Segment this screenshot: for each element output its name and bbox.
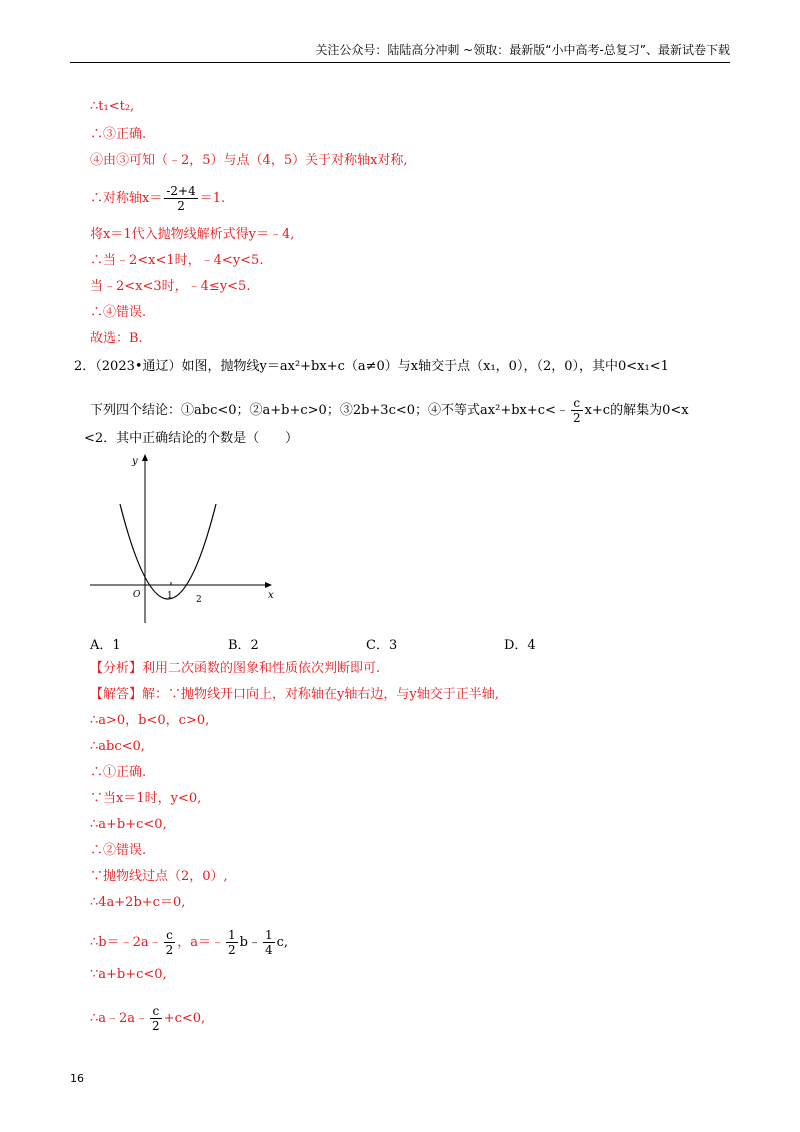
x-axis-label: x xyxy=(268,590,274,601)
answer-line: 【解答】解：∵抛物线开口向上，对称轴在y轴右边，与y轴交于正半轴, xyxy=(90,687,499,702)
problem-statement: 2．（2023•通辽）如图，抛物线y＝ax²+bx+c（a≠0）与x轴交于点（x₁，0），（2，0），其中0<x₁<1 xyxy=(74,359,669,374)
text: +c<0, xyxy=(163,1011,206,1026)
answer-line: ∵抛物线过点（2，0）, xyxy=(90,869,228,884)
solution-line: ∴当﹣2<x<1时，﹣4<y<5. xyxy=(90,253,264,268)
answer-line: ∴abc<0, xyxy=(90,739,145,754)
y-axis-arrow xyxy=(142,454,148,461)
fraction xyxy=(164,928,176,957)
tick-1-label: 1 xyxy=(167,591,173,601)
numerator: 1 xyxy=(228,928,236,942)
fraction xyxy=(164,184,197,213)
solution-line: ∴④错误. xyxy=(90,305,147,320)
text: c, xyxy=(276,935,289,950)
answer-line-fraction xyxy=(90,928,288,957)
solution-line: ∴t₁<t₂, xyxy=(90,99,135,114)
answer-line: ∴4a+2b+c＝0, xyxy=(90,895,186,910)
denominator: 2 xyxy=(152,1019,160,1033)
numerator: -2+4 xyxy=(166,184,196,198)
solution-line: 故选：B. xyxy=(90,331,143,346)
answer-line: ∵a+b+c<0, xyxy=(90,967,167,982)
fraction xyxy=(571,396,583,425)
tick-2-label: 2 xyxy=(196,595,202,605)
text: 下列四个结论：①abc<0；②a+b+c>0；③2b+3c<0；④不等式ax²+bx+c<﹣ xyxy=(90,403,569,418)
numerator: c xyxy=(152,1004,160,1018)
parabola-graph xyxy=(80,448,280,628)
y-axis-label: y xyxy=(132,456,138,467)
denominator: 2 xyxy=(165,943,174,957)
solution-line: ④由③可知（﹣2，5）与点（4，5）关于对称轴x对称, xyxy=(90,153,408,168)
answer-line: ∴a>0，b<0，c>0, xyxy=(90,713,210,728)
answer-line: ∴①正确. xyxy=(90,765,147,780)
numerator: c xyxy=(573,396,581,410)
numerator: c xyxy=(166,928,173,942)
solution-line: 将x＝1代入抛物线解析式得y＝﹣4, xyxy=(90,227,295,242)
origin-label: O xyxy=(133,590,141,600)
numerator: 1 xyxy=(265,928,273,942)
fraction xyxy=(263,928,275,957)
text: x+c的解集为0<x xyxy=(584,403,689,418)
denominator: 2 xyxy=(572,411,581,425)
problem-statement: <2．其中正确结论的个数是（ ） xyxy=(84,431,299,446)
option-c: C．3 xyxy=(366,638,398,653)
option-b: B．2 xyxy=(228,638,259,653)
answer-line: ∴a+b+c<0, xyxy=(90,817,167,832)
fraction xyxy=(226,928,238,957)
page-number: 16 xyxy=(70,1072,84,1085)
solution-line: ∴③正确. xyxy=(90,127,147,142)
answer-line: ∵当x＝1时，y<0, xyxy=(90,791,202,806)
solution-line: 当﹣2<x<3时，﹣4≤y<5. xyxy=(90,279,251,294)
text: ＝1. xyxy=(199,191,226,206)
text: ∴b＝﹣2a﹣ xyxy=(90,935,162,950)
text: ∴a﹣2a﹣ xyxy=(90,1011,149,1026)
solution-line-fraction xyxy=(90,184,225,213)
text: b﹣ xyxy=(239,935,261,950)
option-a: A．1 xyxy=(90,638,121,653)
answer-line: ∴②错误. xyxy=(90,843,147,858)
text: ，a＝﹣ xyxy=(177,935,225,950)
option-d: D．4 xyxy=(504,638,536,653)
analysis-line: 【分析】利用二次函数的图象和性质依次判断即可. xyxy=(90,661,381,676)
problem-statement-fraction xyxy=(90,396,689,425)
denominator: 2 xyxy=(164,198,197,213)
fraction xyxy=(150,1004,162,1033)
denominator: 4 xyxy=(265,943,273,957)
text: ∴对称轴x＝ xyxy=(90,191,163,206)
page-header: 关注公众号：陆陆高分冲刺 ~领取：最新版“小中高考-总复习”、最新试卷下载 xyxy=(70,38,730,63)
denominator: 2 xyxy=(228,943,236,957)
x-axis-arrow xyxy=(265,582,272,588)
answer-line-fraction xyxy=(90,1004,205,1033)
